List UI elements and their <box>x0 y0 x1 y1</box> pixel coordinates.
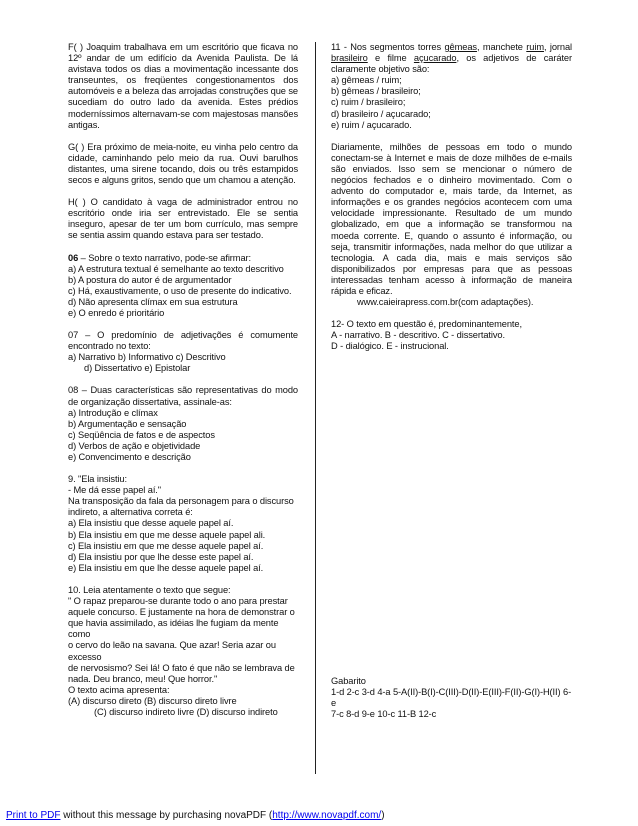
text-line: 12- O texto em questão é, predominantemente, <box>331 319 522 330</box>
option-line: b) Ela insistiu em que me desse aquele papel ali. <box>68 529 266 540</box>
left-column <box>68 42 298 729</box>
text-line: 10. Leia atentamente o texto que segue: <box>68 584 231 595</box>
option-line: e) Convencimento e descrição <box>68 452 191 462</box>
option-line: D - dialógico. E - instrucional. <box>331 341 449 352</box>
print-to-pdf-link[interactable]: Print to PDF <box>6 810 61 821</box>
answer-key-line: 1-d 2-c 3-d 4-a 5-A(II)-B(I)-C(III)-D(II)-E(III)-F(II)-G(I)-H(II) 6-e <box>331 687 572 709</box>
underlined-word: ruim <box>526 42 544 52</box>
text-line: de nervosismo? Sei lá! O fato é que não se lembrava de <box>68 662 295 673</box>
option-line: b) gêmeas / brasileiro; <box>331 86 421 97</box>
paragraph-g: G( ) Era próximo de meia-noite, eu vinha pelo centro da cidade, caminhando pelo meio da rua. Ouvi barulhos distantes, uma sirene tocando, dois ou três estampidos secos e alguns gritos, sendo que um chamou a atenção. <box>68 141 298 186</box>
question-6 <box>68 253 298 320</box>
text-line: aquele concurso. E justamente na hora de demonstrar o <box>68 607 295 618</box>
option-line: e) O enredo é prioritário <box>68 307 165 318</box>
option-line: d) Dissertativo e) Epistolar <box>84 363 191 374</box>
question-9 <box>68 474 298 574</box>
option-line: d) Verbos de ação e objetividade <box>68 440 201 451</box>
paragraph-f: F( ) Joaquim trabalhava em um escritório que ficava no 12º andar de um edifício da Avenida Paulista. De lá avistava todos os dias a movimentação incessante dos transeuntes, os freqüentes congestionamentos dos automóveis e a beleza das arrojadas construções que se sucediam do outro lado da avenida. Estes prédios moderníssimos alternavam-se com majestosas mansões antigas. <box>68 42 298 130</box>
question-11 <box>331 42 572 131</box>
text-line: o cervo do leão na savana. Que azar! Seria azar ou excesso <box>68 640 276 662</box>
text-line: que havia assimilado, as idéias lhe fugiam da mente como <box>68 618 279 640</box>
footer-text: without this message by purchasing novaPDF ( <box>60 810 273 821</box>
answer-key-title: Gabarito <box>331 676 366 686</box>
text-line: - Me dá esse papel aí." <box>68 485 161 496</box>
text-line: O texto acima apresenta: <box>68 684 170 695</box>
option-line: c) Seqüência de fatos e de aspectos <box>68 429 215 440</box>
option-line: (C) discurso indireto livre (D) discurso indireto <box>94 706 278 717</box>
option-line: a) Narrativo b) Informativo c) Descritivo <box>68 352 226 363</box>
answer-key-line: 7-c 8-d 9-e 10-c 11-B 12-c <box>331 709 437 720</box>
underlined-word: gêmeas <box>444 42 477 52</box>
option-line: e) Ela insistiu em que lhe desse aquele papel aí. <box>68 562 264 573</box>
passage-source: www.caieirapress.com.br(com adaptações). <box>357 297 534 308</box>
text-line: 9. "Ela insistiu: <box>68 474 127 485</box>
novapdf-link[interactable]: http://www.novapdf.com/ <box>272 810 382 821</box>
question-6-number: 06 <box>68 252 79 263</box>
option-line: d) brasileiro / açucarado; <box>331 108 431 119</box>
option-line: d) Ela insistiu por que lhe desse este papel aí. <box>68 551 254 562</box>
option-line: A - narrativo. B - descritivo. C - dissertativo. <box>331 330 505 341</box>
question-10 <box>68 585 298 718</box>
option-line: c) Ela insistiu em que me desse aquele papel aí. <box>68 540 264 551</box>
option-line: b) A postura do autor é de argumentador <box>68 274 232 285</box>
footer-watermark <box>6 810 385 821</box>
option-line: a) A estrutura textual é semelhante ao texto descritivo <box>68 263 284 274</box>
column-divider <box>315 42 316 774</box>
footer-text: ) <box>381 810 385 821</box>
underlined-word: brasileiro <box>331 53 368 64</box>
question-11-stem: 11 - Nos segmentos torres gêmeas, manchete ruim, jornal brasileiro e filme açucarado, os adjetivos de caráter claramente objetivo são: <box>331 42 572 75</box>
text-line: nada. Deu branco, meu! Que horror." <box>68 673 218 684</box>
text-line: " O rapaz preparou-se durante todo o ano para prestar <box>68 596 288 607</box>
text-line: Na transposição da fala da personagem para o discurso <box>68 496 294 507</box>
option-line: c) Há, exaustivamente, o uso de presente do indicativo. <box>68 285 292 296</box>
passage <box>331 142 572 308</box>
paragraph-h: H( ) O candidato à vaga de administrador entrou no escritório onde iria ser entrevistado. Ele se sentia inseguro, apesar de ter um bom currículo, mas sempre se sentia assim quando estava para ser testado. <box>68 197 298 241</box>
right-column <box>331 42 572 363</box>
question-7-stem: 07 – O predomínio de adjetivações é comumente encontrado no texto: <box>68 330 298 352</box>
option-line: b) Argumentação e sensação <box>68 418 187 429</box>
answer-key <box>331 676 572 720</box>
question-8-stem: 08 – Duas características são representativas do modo de organização dissertativa, assinale-as: <box>68 385 298 407</box>
passage-text: Diariamente, milhões de pessoas em todo o mundo conectam-se à Internet e mais de doze milhões de e-mails são enviados. Isso sem se mencionar o número de negócios fechados e o dinheiro movimentado. Com o advento do computador e, mais tarde, da Internet, as informações e os grandes negócios acontecem com uma velocidade impressionante. Resultado de um mundo globalizado, em que a informação se transformou na moeda corrente. E, quando o assunto é informação, ou seja, transmitir informações, nada melhor do que utilizar a tecnologia. A cada dia, mais e mais serviços são disponibilizados por empresas para que as pessoas interessadas tenham acesso à informação de maneira rápida e eficaz. <box>331 141 572 296</box>
option-line: a) Ela insistiu que desse aquele papel aí. <box>68 518 234 529</box>
question-7 <box>68 330 298 374</box>
underlined-word: açucarado <box>413 53 457 64</box>
question-6-stem: 06 – Sobre o texto narrativo, pode-se afirmar: <box>68 252 252 263</box>
option-line: d) Não apresenta clímax em sua estrutura <box>68 296 238 307</box>
text-line: indireto, a alternativa correta é: <box>68 507 193 518</box>
question-8 <box>68 385 298 463</box>
question-12 <box>331 319 572 352</box>
option-line: a) Introdução e clímax <box>68 407 158 418</box>
option-line: e) ruim / açucarado. <box>331 119 412 130</box>
option-line: (A) discurso direto (B) discurso direto livre <box>68 695 237 706</box>
option-line: a) gêmeas / ruim; <box>331 75 402 86</box>
option-line: c) ruim / brasileiro; <box>331 97 406 108</box>
